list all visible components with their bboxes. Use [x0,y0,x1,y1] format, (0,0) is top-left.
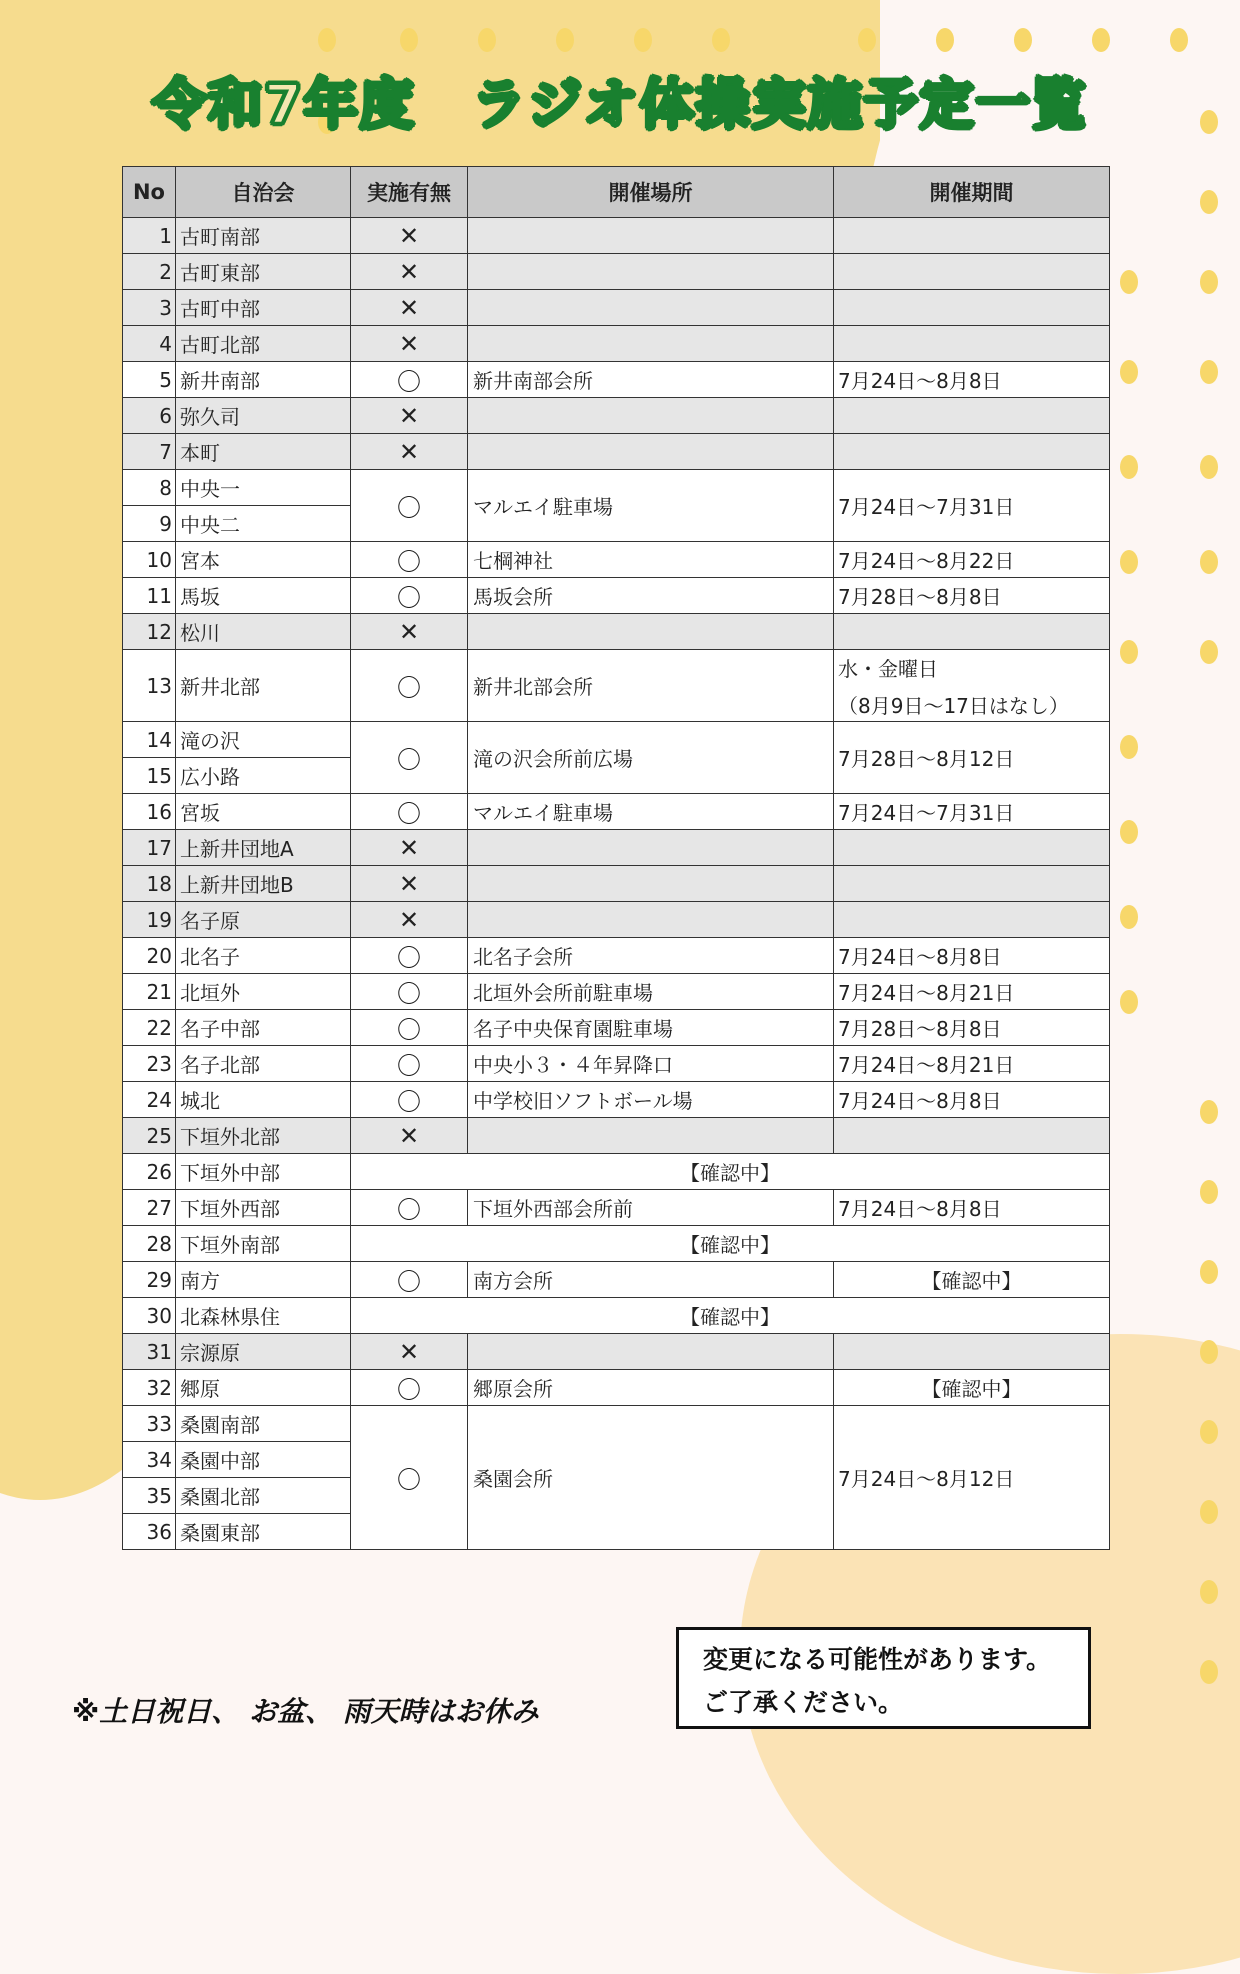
decorative-dot [1120,990,1138,1014]
row-no: 35 [123,1478,176,1514]
row-no: 6 [123,398,176,434]
row-no: 28 [123,1226,176,1262]
table-row [123,974,1110,1010]
footer-note: ※土日祝日、 お盆、 雨天時はお休み [72,1695,539,1728]
row-name: 新井北部 [176,650,351,722]
row-no: 9 [123,506,176,542]
row-period [834,1118,1110,1154]
decorative-dot [1120,360,1138,384]
row-no: 7 [123,434,176,470]
row-period [834,1334,1110,1370]
row-period [834,398,1110,434]
table-row [123,794,1110,830]
table-row [123,1118,1110,1154]
row-mark: ✕ [351,614,468,650]
row-period: 7月28日～8月12日 [834,722,1110,794]
table-row [123,470,1110,506]
table-row [123,1334,1110,1370]
decorative-dot [1120,270,1138,294]
row-no: 1 [123,218,176,254]
notice-box [676,1627,1091,1729]
table-row [123,830,1110,866]
row-name: 桑園東部 [176,1514,351,1550]
row-mark: 〇 [351,578,468,614]
row-period [834,614,1110,650]
decorative-dot [1200,1260,1218,1284]
row-place: 中央小３・４年昇降口 [468,1046,834,1082]
table-row [123,1190,1110,1226]
row-mark: ✕ [351,218,468,254]
decorative-dot [1200,270,1218,294]
row-no: 20 [123,938,176,974]
row-no: 24 [123,1082,176,1118]
row-name: 名子中部 [176,1010,351,1046]
row-name: 松川 [176,614,351,650]
row-no: 27 [123,1190,176,1226]
row-no: 32 [123,1370,176,1406]
row-mark: ✕ [351,830,468,866]
row-period [834,902,1110,938]
row-name: 上新井団地A [176,830,351,866]
row-period: 【確認中】 [834,1262,1110,1298]
row-name: 古町北部 [176,326,351,362]
row-no: 5 [123,362,176,398]
table-row [123,578,1110,614]
row-period: 7月24日～8月21日 [834,1046,1110,1082]
decorative-dot [556,28,574,52]
decorative-dot [400,28,418,52]
decorative-dot [712,28,730,52]
decorative-dot [1200,455,1218,479]
row-place [468,290,834,326]
row-name: 宗源原 [176,1334,351,1370]
row-mark: 〇 [351,1010,468,1046]
row-no: 26 [123,1154,176,1190]
row-mark: 〇 [351,1190,468,1226]
row-period [834,434,1110,470]
row-period [834,218,1110,254]
row-place: 滝の沢会所前広場 [468,722,834,794]
row-name: 滝の沢 [176,722,351,758]
row-mark: 〇 [351,722,468,794]
row-mark: 〇 [351,974,468,1010]
row-place: 名子中央保育園駐車場 [468,1010,834,1046]
row-place [468,830,834,866]
header-no: No [123,167,176,218]
row-status-merged: 【確認中】 [351,1226,1110,1262]
row-no: 2 [123,254,176,290]
row-place: 北名子会所 [468,938,834,974]
header-association: 自治会 [176,167,351,218]
row-period [834,866,1110,902]
row-mark: 〇 [351,650,468,722]
row-place: マルエイ駐車場 [468,470,834,542]
row-mark: 〇 [351,470,468,542]
row-status-merged: 【確認中】 [351,1154,1110,1190]
row-period: 7月24日～8月8日 [834,1082,1110,1118]
row-name: 馬坂 [176,578,351,614]
notice-line-2: ご了承ください。 [703,1688,904,1717]
table-row [123,254,1110,290]
row-name: 古町東部 [176,254,351,290]
row-place [468,866,834,902]
row-no: 22 [123,1010,176,1046]
table-row [123,542,1110,578]
row-no: 18 [123,866,176,902]
row-name: 広小路 [176,758,351,794]
row-place [468,254,834,290]
table-row [123,614,1110,650]
table-row [123,1046,1110,1082]
table-row [123,434,1110,470]
row-period [834,290,1110,326]
row-name: 下垣外北部 [176,1118,351,1154]
row-period: 7月24日～7月31日 [834,794,1110,830]
row-mark: 〇 [351,1046,468,1082]
row-place [468,218,834,254]
row-name: 古町南部 [176,218,351,254]
row-period [834,254,1110,290]
row-no: 29 [123,1262,176,1298]
row-place: 南方会所 [468,1262,834,1298]
decorative-dot [1120,550,1138,574]
row-name: 宮本 [176,542,351,578]
row-period [834,830,1110,866]
row-period [834,326,1110,362]
row-period [834,650,1110,722]
row-name: 中央二 [176,506,351,542]
row-mark: ✕ [351,326,468,362]
row-mark: ✕ [351,398,468,434]
decorative-dot [478,28,496,52]
row-place: 馬坂会所 [468,578,834,614]
row-name: 下垣外西部 [176,1190,351,1226]
row-place: 郷原会所 [468,1370,834,1406]
row-place [468,398,834,434]
row-no: 11 [123,578,176,614]
row-name: 上新井団地B [176,866,351,902]
row-name: 弥久司 [176,398,351,434]
row-name: 北森林県住 [176,1298,351,1334]
decorative-dot [1200,1580,1218,1604]
row-no: 12 [123,614,176,650]
row-name: 名子原 [176,902,351,938]
table-row [123,398,1110,434]
page-title: 令和7年度 ラジオ体操実施予定一覧 [152,73,1088,136]
row-place: 新井南部会所 [468,362,834,398]
row-name: 下垣外中部 [176,1154,351,1190]
row-place: 新井北部会所 [468,650,834,722]
row-name: 宮坂 [176,794,351,830]
row-mark: ✕ [351,254,468,290]
row-no: 34 [123,1442,176,1478]
row-name: 郷原 [176,1370,351,1406]
table-row [123,1082,1110,1118]
row-place: 下垣外西部会所前 [468,1190,834,1226]
row-no: 15 [123,758,176,794]
row-mark: ✕ [351,290,468,326]
decorative-dot [1200,1500,1218,1524]
table-row [123,218,1110,254]
row-name: 名子北部 [176,1046,351,1082]
row-name: 桑園中部 [176,1442,351,1478]
row-no: 30 [123,1298,176,1334]
table-row [123,1406,1110,1442]
row-name: 南方 [176,1262,351,1298]
row-place: 中学校旧ソフトボール場 [468,1082,834,1118]
decorative-dot [1014,28,1032,52]
table-row [123,1226,1110,1262]
row-mark: ✕ [351,866,468,902]
table-header-row [123,167,1110,218]
decorative-dot [936,28,954,52]
row-mark: ✕ [351,1334,468,1370]
notice-line-1: 変更になる可能性があります。 [703,1645,1052,1674]
row-no: 19 [123,902,176,938]
row-no: 31 [123,1334,176,1370]
row-no: 36 [123,1514,176,1550]
row-mark: 〇 [351,1370,468,1406]
table-row [123,326,1110,362]
table-row [123,902,1110,938]
decorative-dot [1120,640,1138,664]
decorative-dot [1120,735,1138,759]
row-mark: 〇 [351,542,468,578]
row-no: 10 [123,542,176,578]
table-row [123,1370,1110,1406]
table-row [123,938,1110,974]
row-period: 7月24日～8月8日 [834,938,1110,974]
decorative-dot [1200,1180,1218,1204]
table-row [123,1154,1110,1190]
row-place [468,1334,834,1370]
row-name: 桑園北部 [176,1478,351,1514]
row-mark: 〇 [351,1406,468,1550]
decorative-dot [1200,1100,1218,1124]
decorative-dot [1200,1420,1218,1444]
decorative-dot [634,28,652,52]
table-row [123,1262,1110,1298]
decorative-dot [1200,640,1218,664]
row-mark: 〇 [351,794,468,830]
decorative-dot [1120,905,1138,929]
row-period: 7月24日～8月22日 [834,542,1110,578]
row-no: 14 [123,722,176,758]
decorative-dot [1200,1340,1218,1364]
row-period: 7月24日～7月31日 [834,470,1110,542]
row-mark: 〇 [351,362,468,398]
row-name: 新井南部 [176,362,351,398]
row-name: 桑園南部 [176,1406,351,1442]
row-place [468,326,834,362]
row-period: 7月24日～8月12日 [834,1406,1110,1550]
table-row [123,1010,1110,1046]
row-name: 北垣外 [176,974,351,1010]
row-status-merged: 【確認中】 [351,1298,1110,1334]
header-venue: 開催場所 [468,167,834,218]
header-held: 実施有無 [351,167,468,218]
row-period: 7月28日～8月8日 [834,578,1110,614]
table-row [123,290,1110,326]
row-no: 23 [123,1046,176,1082]
table-row [123,650,1110,722]
header-period: 開催期間 [834,167,1110,218]
row-name: 古町中部 [176,290,351,326]
row-name: 中央一 [176,470,351,506]
decorative-dot [1200,360,1218,384]
decorative-dot [1200,190,1218,214]
row-place [468,902,834,938]
row-no: 3 [123,290,176,326]
row-no: 33 [123,1406,176,1442]
decorative-dot [1120,820,1138,844]
row-name: 下垣外南部 [176,1226,351,1262]
row-no: 17 [123,830,176,866]
row-period: 【確認中】 [834,1370,1110,1406]
period-line-1: 水・金曜日 [838,656,938,681]
row-mark: ✕ [351,1118,468,1154]
row-no: 16 [123,794,176,830]
decorative-dot [318,28,336,52]
table-row [123,362,1110,398]
row-place: マルエイ駐車場 [468,794,834,830]
schedule-table [122,166,1110,1550]
row-place: 北垣外会所前駐車場 [468,974,834,1010]
row-mark: ✕ [351,434,468,470]
period-line-2: （8月9日～17日はなし） [838,693,1069,718]
row-name: 北名子 [176,938,351,974]
row-period: 7月24日～8月8日 [834,1190,1110,1226]
row-place: 桑園会所 [468,1406,834,1550]
decorative-dot [1120,455,1138,479]
row-mark: 〇 [351,1262,468,1298]
row-period: 7月24日～8月21日 [834,974,1110,1010]
table-row [123,866,1110,902]
row-mark: ✕ [351,902,468,938]
row-no: 8 [123,470,176,506]
table-row [123,722,1110,758]
decorative-dot [1092,28,1110,52]
row-mark: 〇 [351,1082,468,1118]
row-no: 13 [123,650,176,722]
row-place: 七棡神社 [468,542,834,578]
row-place [468,434,834,470]
decorative-dot [1170,28,1188,52]
row-place [468,614,834,650]
row-name: 城北 [176,1082,351,1118]
row-no: 25 [123,1118,176,1154]
decorative-dot [858,28,876,52]
row-mark: 〇 [351,938,468,974]
row-no: 21 [123,974,176,1010]
row-name: 本町 [176,434,351,470]
row-period: 7月28日～8月8日 [834,1010,1110,1046]
table-row [123,1298,1110,1334]
row-no: 4 [123,326,176,362]
row-place [468,1118,834,1154]
decorative-dot [1200,1660,1218,1684]
row-period: 7月24日～8月8日 [834,362,1110,398]
decorative-dot [1200,550,1218,574]
